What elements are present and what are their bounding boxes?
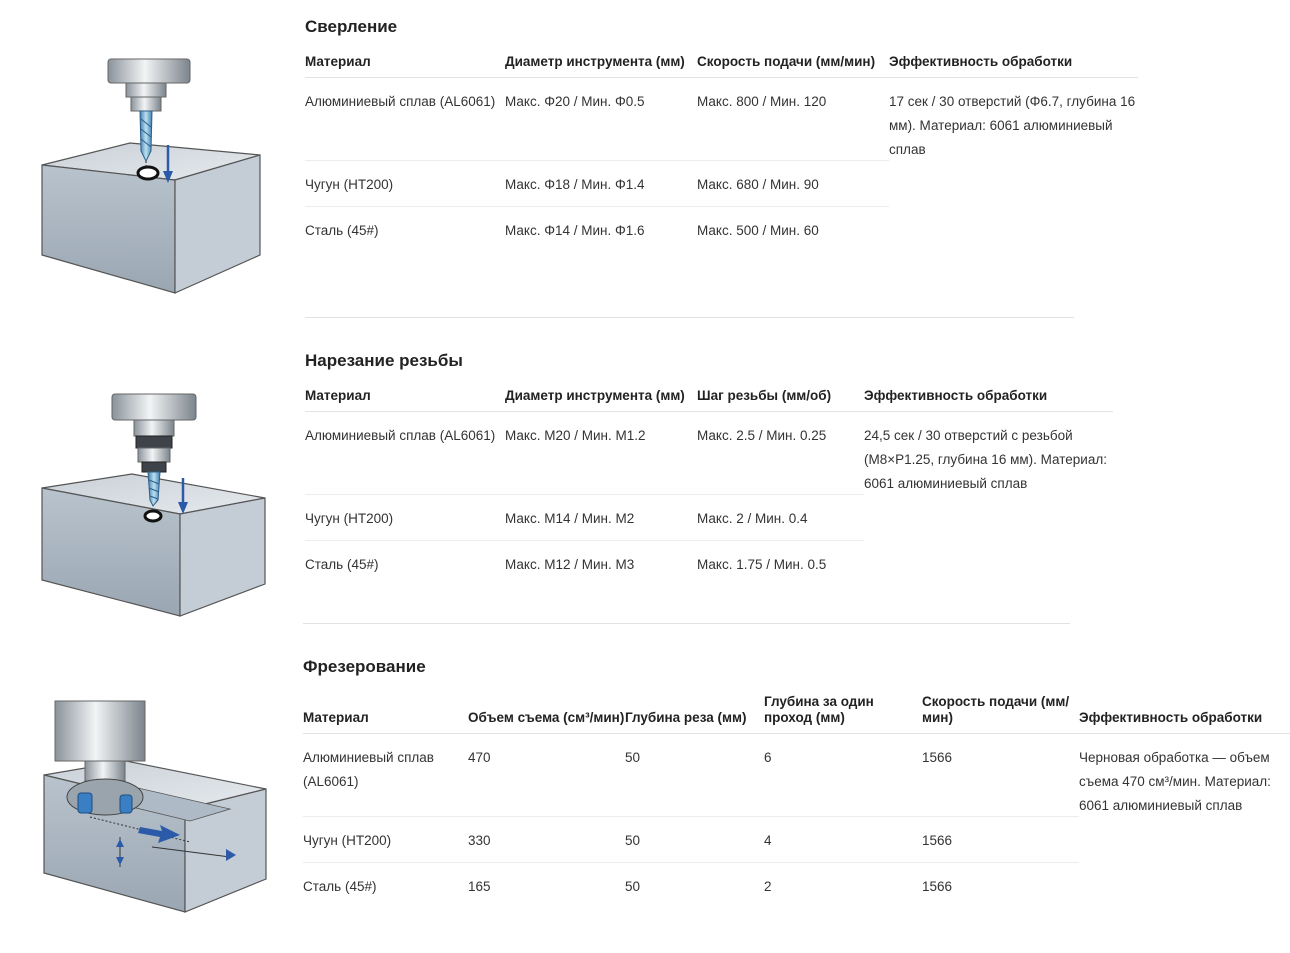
drilling-illustration (30, 55, 280, 300)
table-header-row (303, 694, 1290, 734)
drilling-table (305, 54, 1138, 252)
header-tool-diameter: Диаметр инструмента (мм) (505, 388, 697, 412)
section-divider (303, 623, 1070, 624)
header-removal-volume: Объем съема (см³/мин) (468, 694, 625, 734)
header-feed-rate: Скорость подачи (мм/мин) (922, 694, 1079, 734)
cell-cut-depth: 50 (625, 879, 641, 894)
tapping-table (305, 388, 1113, 586)
cell-material: Алюминиевый сплав (AL6061) (303, 734, 468, 817)
cell-thread-pitch: Макс. 1.75 / Мин. 0.5 (697, 557, 827, 572)
cell-material: Чугун (HT200) (303, 817, 468, 863)
milling-table (303, 694, 1290, 908)
cell-thread-pitch: Макс. 2.5 / Мин. 0.25 (697, 412, 864, 495)
table-header-row (305, 54, 1138, 78)
table-row (305, 412, 1113, 495)
cell-material: Алюминиевый сплав (AL6061) (305, 412, 505, 495)
header-cut-depth: Глубина реза (мм) (625, 694, 764, 734)
milling-title: Фрезерование (303, 657, 426, 676)
table-row (305, 78, 1138, 161)
cell-efficiency: Черновая обработка — объем съема 470 см³/мин. Материал: 6061 алюминиевый сплав (1079, 750, 1271, 813)
cell-efficiency: 24,5 сек / 30 отверстий с резьбой (M8×P1.25, глубина 16 мм). Материал: 6061 алюминиевый сплав (864, 428, 1107, 491)
section-divider (305, 317, 1074, 318)
cell-material: Алюминиевый сплав (AL6061) (305, 78, 505, 161)
cell-material: Чугун (HT200) (305, 495, 505, 541)
cell-tool-diameter: Макс. Φ14 / Мин. Φ1.6 (505, 223, 645, 238)
table-header-row (305, 388, 1113, 412)
cell-feed-rate: Макс. 800 / Мин. 120 (697, 78, 889, 161)
milling-illustration (30, 697, 275, 922)
header-material: Материал (305, 54, 505, 78)
cell-depth-per-pass: 2 (764, 879, 772, 894)
cell-removal-volume: 330 (468, 817, 625, 863)
cell-tool-diameter: Макс. Φ18 / Мин. Φ1.4 (505, 161, 697, 207)
cell-cut-depth: 50 (625, 734, 764, 817)
cell-material: Сталь (45#) (303, 879, 377, 894)
cell-efficiency: 17 сек / 30 отверстий (Φ6.7, глубина 16 мм). Материал: 6061 алюминиевый сплав (889, 94, 1136, 157)
cell-removal-volume: 470 (468, 734, 625, 817)
cell-tool-diameter: Макс. Φ20 / Мин. Φ0.5 (505, 78, 697, 161)
cell-feed-rate: Макс. 500 / Мин. 60 (697, 223, 819, 238)
cell-feed-rate: 1566 (922, 879, 953, 894)
cell-feed-rate: 1566 (922, 817, 1079, 863)
cell-material: Чугун (HT200) (305, 161, 505, 207)
header-efficiency: Эффективность обработки (1079, 694, 1290, 734)
header-tool-diameter: Диаметр инструмента (мм) (505, 54, 697, 78)
table-row (303, 734, 1290, 817)
tapping-title: Нарезание резьбы (305, 351, 463, 370)
cell-material: Сталь (45#) (305, 557, 379, 572)
cell-depth-per-pass: 4 (764, 817, 922, 863)
cell-depth-per-pass: 6 (764, 734, 922, 817)
cell-tool-diameter: Макс. M14 / Мин. M2 (505, 495, 697, 541)
header-depth-per-pass: Глубина за один проход (мм) (764, 694, 922, 734)
header-thread-pitch: Шаг резьбы (мм/об) (697, 388, 864, 412)
cell-material: Сталь (45#) (305, 223, 379, 238)
cell-feed-rate: 1566 (922, 734, 1079, 817)
cell-feed-rate: Макс. 680 / Мин. 90 (697, 161, 889, 207)
header-feed-rate: Скорость подачи (мм/мин) (697, 54, 889, 78)
header-efficiency: Эффективность обработки (864, 388, 1113, 412)
cell-thread-pitch: Макс. 2 / Мин. 0.4 (697, 495, 864, 541)
cell-cut-depth: 50 (625, 817, 764, 863)
cell-tool-diameter: Макс. M12 / Мин. M3 (505, 557, 635, 572)
cell-tool-diameter: Макс. M20 / Мин. M1.2 (505, 412, 697, 495)
header-efficiency: Эффективность обработки (889, 54, 1138, 78)
tapping-illustration (30, 388, 280, 623)
drilling-title: Сверление (305, 17, 398, 36)
header-material: Материал (303, 694, 468, 734)
cell-removal-volume: 165 (468, 879, 491, 894)
header-material: Материал (305, 388, 505, 412)
